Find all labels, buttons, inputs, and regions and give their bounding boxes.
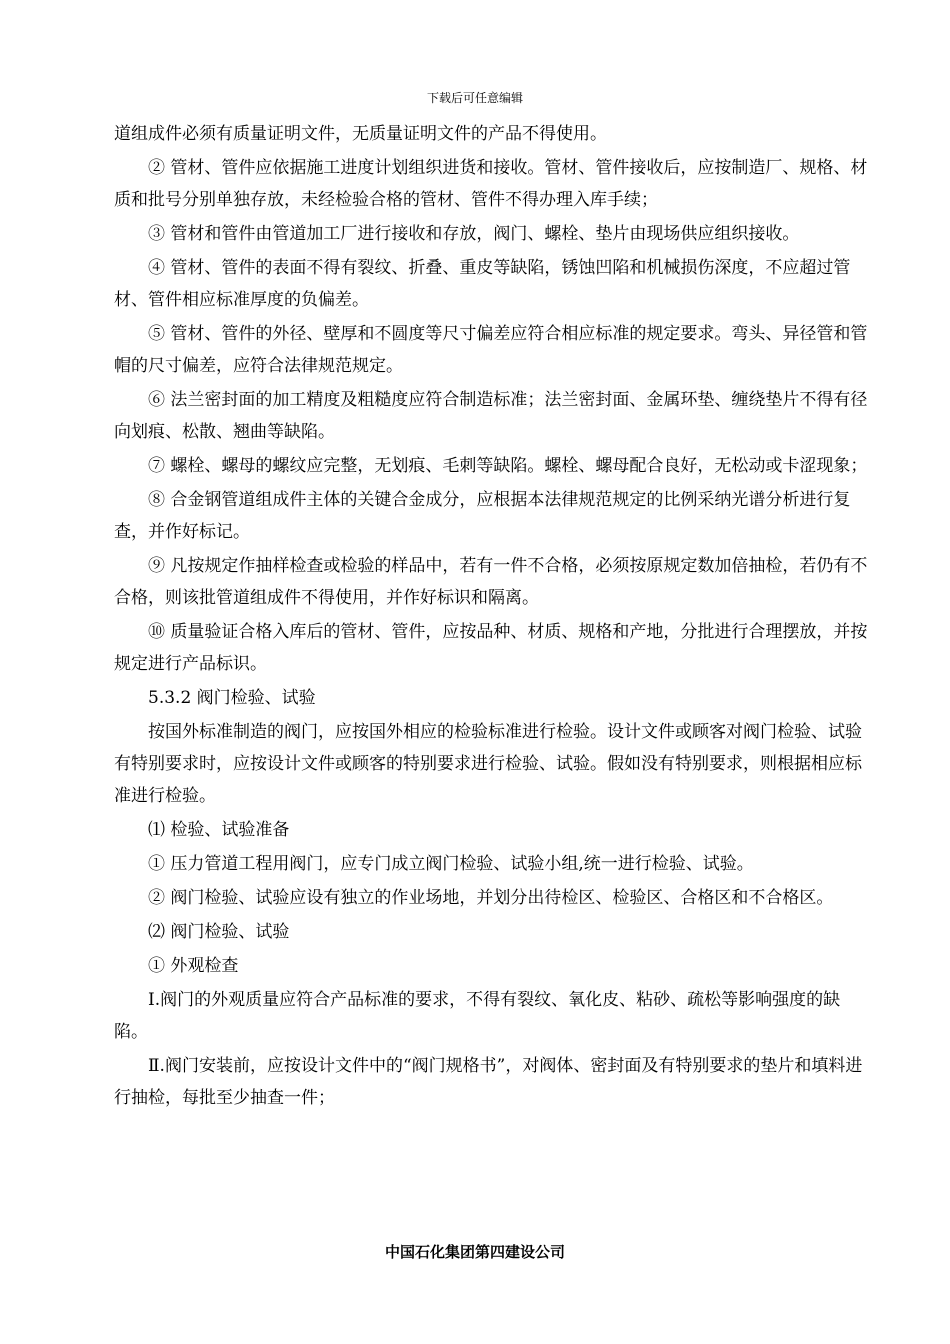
paragraph-item-2: ② 管材、管件应依据施工进度计划组织进货和接收。管材、管件接收后，应按制造厂、规格、材质和批号分别单独存放，未经检验合格的管材、管件不得办理入库手续； [114, 158, 868, 210]
paragraph-roman-1: Ⅰ.阀门的外观质量应符合产品标准的要求，不得有裂纹、氧化皮、粘砂、疏松等影响强度的缺陷。 [114, 990, 841, 1042]
paragraph-item-5: ⑤ 管材、管件的外径、壁厚和不圆度等尺寸偏差应符合相应标准的规定要求。弯头、异径管和管帽的尺寸偏差，应符合法律规范规定。 [114, 324, 868, 376]
item-heading-visual-check: ① 外观检查 [148, 956, 239, 976]
paragraph-item-4: ④ 管材、管件的表面不得有裂纹、折叠、重皮等缺陷，锈蚀凹陷和机械损伤深度，不应超过管材、管件相应标准厚度的负偏差。 [114, 258, 851, 310]
paragraph-prep-1: ① 压力管道工程用阀门，应专门成立阀门检验、试验小组,统一进行检验、试验。 [148, 854, 754, 874]
paragraph-item-10: ⑩ 质量验证合格入库后的管材、管件，应按品种、材质、规格和产地，分批进行合理摆放，并按规定进行产品标识。 [114, 622, 868, 674]
paragraph-roman-2: Ⅱ.阀门安装前，应按设计文件中的“阀门规格书”，对阀体、密封面及有特别要求的垫片和填料进行抽检，每批至少抽查一件； [114, 1056, 863, 1108]
page-footer: 中国石化集团第四建设公司 [384, 1243, 565, 1261]
paragraph-item-8: ⑧ 合金钢管道组成件主体的关键合金成分，应根据本法律规范规定的比例采纳光谱分析进行复查，并作好标记。 [114, 490, 851, 542]
subsection-heading-1: ⑴ 检验、试验准备 [148, 820, 290, 840]
page-header: 下载后可任意编辑 [426, 91, 523, 105]
paragraph-item-3: ③ 管材和管件由管道加工厂进行接收和存放，阀门、螺栓、垫片由现场供应组织接收。 [148, 224, 800, 244]
paragraph-continuation: 道组成件必须有质量证明文件，无质量证明文件的产品不得使用。 [114, 124, 607, 144]
paragraph-prep-2: ② 阀门检验、试验应设有独立的作业场地，并划分出待检区、检验区、合格区和不合格区。 [148, 888, 834, 908]
document-body [114, 118, 874, 1116]
paragraph-intro: 按国外标准制造的阀门，应按国外相应的检验标准进行检验。设计文件或顾客对阀门检验、试验有特别要求时，应按设计文件或顾客的特别要求进行检验、试验。假如没有特别要求，则根据相应标准进行检验。 [114, 722, 862, 806]
section-heading: 5.3.2 阀门检验、试验 [148, 688, 316, 708]
paragraph-item-6: ⑥ 法兰密封面的加工精度及粗糙度应符合制造标准；法兰密封面、金属环垫、缠绕垫片不得有径向划痕、松散、翘曲等缺陷。 [114, 390, 868, 442]
paragraph-item-9: ⑨ 凡按规定作抽样检查或检验的样品中，若有一件不合格，必须按原规定数加倍抽检，若仍有不合格，则该批管道组成件不得使用，并作好标识和隔离。 [114, 556, 868, 608]
subsection-heading-2: ⑵ 阀门检验、试验 [148, 922, 290, 942]
paragraph-item-7: ⑦ 螺栓、螺母的螺纹应完整，无划痕、毛刺等缺陷。螺栓、螺母配合良好，无松动或卡涩现象； [148, 456, 868, 476]
